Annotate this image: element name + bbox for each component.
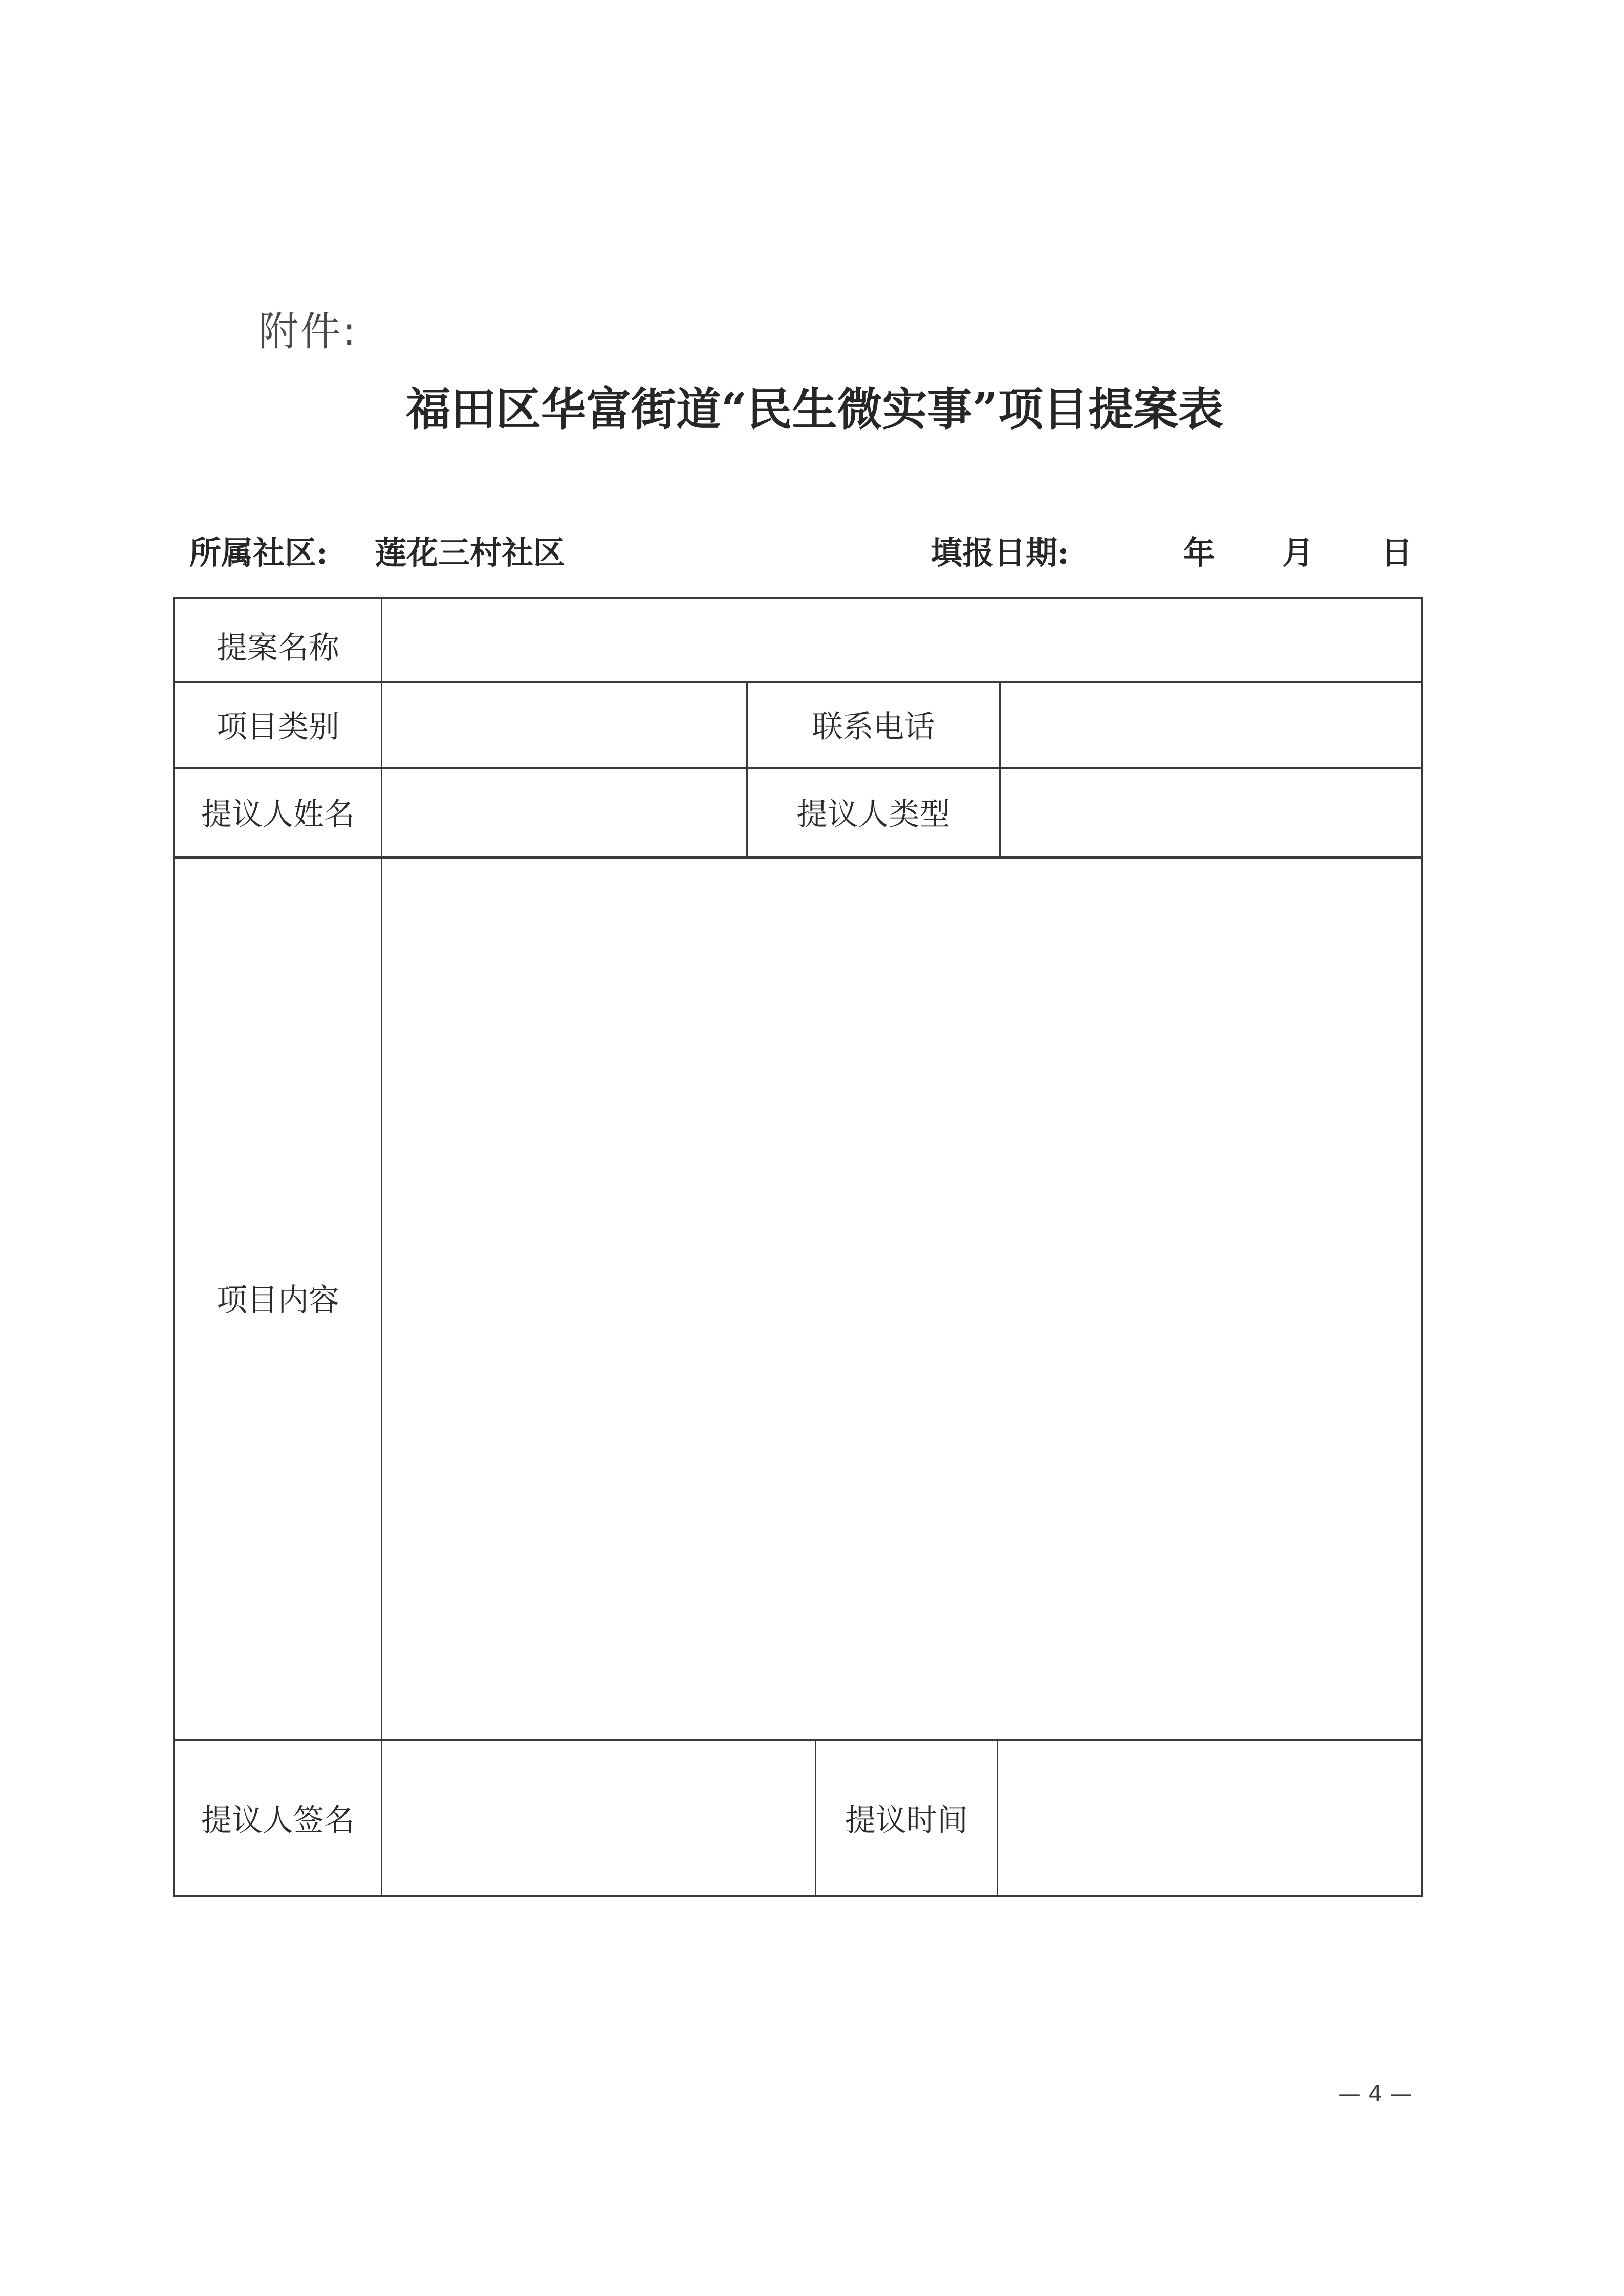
proposal-name-label: 提案名称 [216, 630, 339, 666]
proposer-signature-label: 提议人签名 [201, 1803, 355, 1838]
date-year-label: 年 [1183, 534, 1216, 571]
proposal-time-label: 提议时间 [845, 1803, 968, 1838]
proposer-name-field[interactable] [382, 769, 746, 856]
project-category-field[interactable] [382, 683, 746, 767]
page-title: 福田区华富街道“民生微实事”项目提案表 [405, 382, 1224, 436]
attachment-label: 附件: [258, 309, 358, 355]
proposer-type-field[interactable] [1001, 769, 1421, 856]
proposer-name-label: 提议人姓名 [201, 797, 355, 832]
date-month-label: 月 [1282, 534, 1314, 571]
project-category-label: 项目类别 [216, 709, 339, 745]
proposer-signature-field[interactable] [382, 1741, 814, 1897]
contact-phone-label: 联系电话 [812, 709, 935, 745]
contact-phone-field[interactable] [1001, 683, 1421, 767]
date-day-label: 日 [1381, 534, 1413, 571]
proposer-type-label: 提议人类型 [796, 797, 950, 832]
proposal-name-field[interactable] [382, 599, 1421, 681]
date-label: 填报日期: [930, 534, 1069, 571]
proposal-time-field[interactable] [998, 1741, 1421, 1897]
project-content-label: 项目内容 [216, 1282, 339, 1318]
project-content-field[interactable] [382, 859, 1421, 1739]
community-value: 莲花三村社区 [375, 534, 566, 571]
page-number: — 4 — [1338, 2081, 1412, 2107]
proposal-form-table [173, 597, 1423, 1897]
community-label: 所属社区: [189, 534, 328, 571]
